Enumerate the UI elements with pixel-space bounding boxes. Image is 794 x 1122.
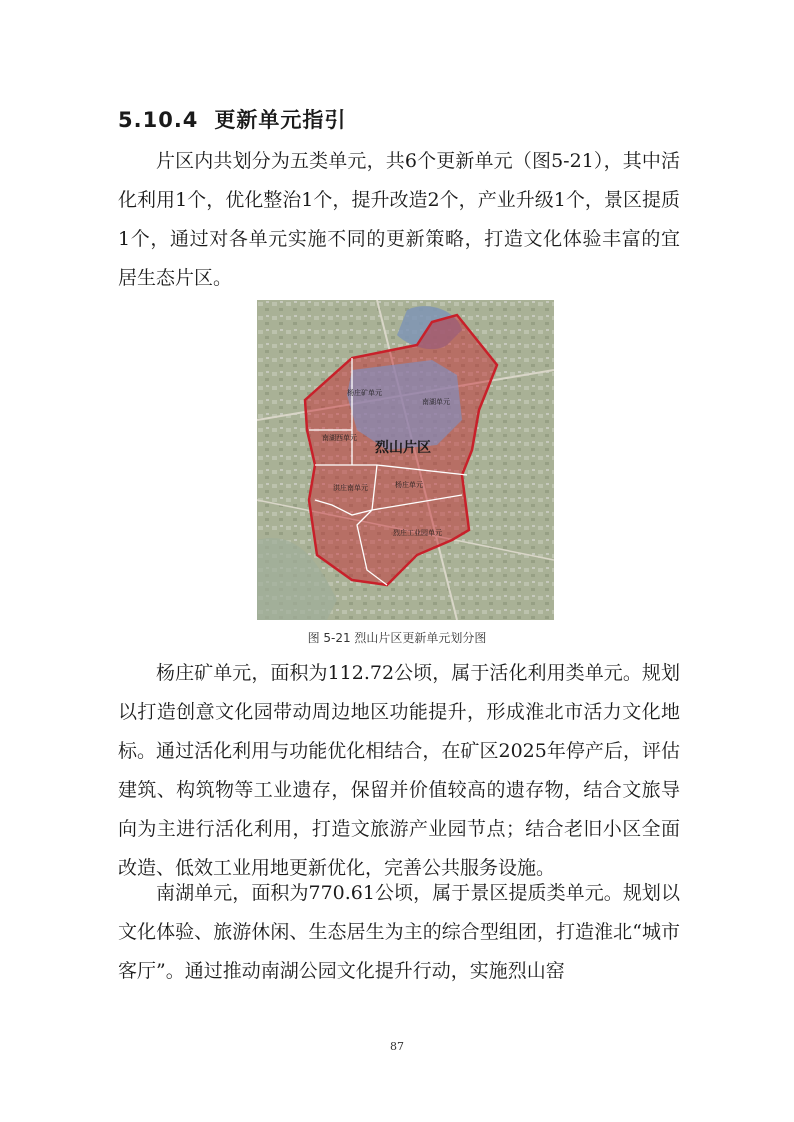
paragraph-nanhu: 南湖单元，面积为770.61公顷，属于景区提质类单元。规划以文化体验、旅游休闲、生态居生为主的综合型组团，打造淮北“城市客厅”。通过推动南湖公园文化提升行动，实施烈山窑 <box>118 882 680 982</box>
map-svg <box>257 300 554 620</box>
page-number: 87 <box>390 1040 404 1053</box>
label-nanhu: 南湖单元 <box>422 398 450 406</box>
label-yangzhuang: 杨庄单元 <box>395 481 423 489</box>
label-yangzhuangkuang: 杨庄矿单元 <box>347 389 382 397</box>
figure-caption: 图 5-21 烈山片区更新单元划分图 <box>307 631 487 645</box>
label-liezhuang-industrial: 烈庄工业园单元 <box>393 529 442 537</box>
section-heading <box>118 104 346 134</box>
unit-division-map <box>257 300 554 620</box>
section-number: 5.10.4 <box>118 108 199 132</box>
paragraph-yangzhuangkuang: 杨庄矿单元，面积为112.72公顷，属于活化利用类单元。规划以打造创意文化园带动周边地区功能提升，形成淮北市活力文化地标。通过活化利用与功能优化相结合，在矿区2025年停产后，评估建筑、构筑物等工业遗存，保留并价值较高的遗存物，结合文旅导向为主进行活化利用，打造文旅游产业园节点；结合老旧小区全面改造、低效工业用地更新优化，完善公共服务设施。 <box>118 662 680 879</box>
label-hongzhuangnan: 洪庄南单元 <box>333 484 368 492</box>
section-title: 更新单元指引 <box>214 108 347 132</box>
label-nanhuxi: 南湖西单元 <box>322 434 357 442</box>
label-district: 烈山片区 <box>375 440 431 456</box>
paragraph-intro: 片区内共划分为五类单元，共6个更新单元（图5-21），其中活化利用1个，优化整治1个，提升改造2个，产业升级1个，景区提质1个，通过对各单元实施不同的更新策略，打造文化体验丰富的宜居生态片区。 <box>118 150 680 289</box>
